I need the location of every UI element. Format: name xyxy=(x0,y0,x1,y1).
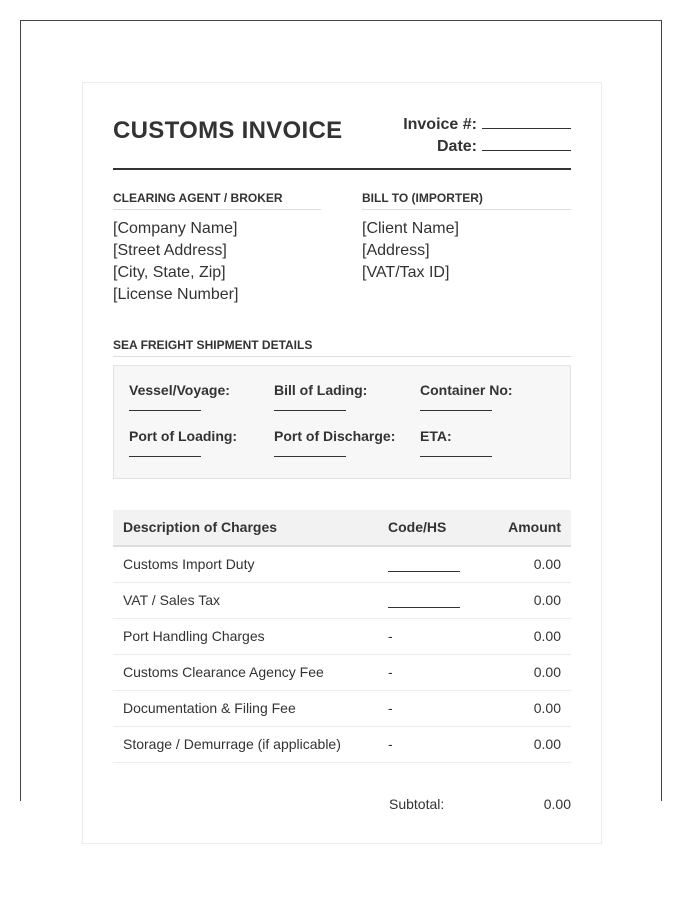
table-row xyxy=(113,619,571,655)
invoice-title: CUSTOMS INVOICE xyxy=(113,117,343,144)
row-code xyxy=(388,583,460,618)
freight-field-blank[interactable] xyxy=(420,410,492,411)
freight-field-label: Vessel/Voyage: xyxy=(129,382,230,398)
row-description: Documentation & Filing Fee xyxy=(123,700,296,716)
invoice-date-row xyxy=(403,136,571,158)
freight-field-label: Port of Discharge: xyxy=(274,428,396,444)
freight-field-port-loading xyxy=(129,428,269,457)
header-code: Code/HS xyxy=(388,519,447,535)
header-divider xyxy=(113,168,571,170)
table-row xyxy=(113,547,571,583)
subtotal-value: 0.00 xyxy=(543,796,571,812)
header-amount: Amount xyxy=(508,519,561,535)
row-description: VAT / Sales Tax xyxy=(123,592,221,608)
table-row xyxy=(113,655,571,691)
freight-field-port-discharge xyxy=(274,428,414,457)
subtotal-label: Subtotal: xyxy=(389,796,445,812)
bill-to-line: [Client Name] xyxy=(362,220,459,237)
invoice-date-label: Date: xyxy=(436,138,477,155)
row-code xyxy=(388,547,460,582)
freight-heading: SEA FREIGHT SHIPMENT DETAILS xyxy=(113,338,571,357)
row-code: - xyxy=(388,700,393,716)
freight-field-blank[interactable] xyxy=(129,410,201,411)
agent-line: [License Number] xyxy=(113,286,239,303)
bill-to-line: [VAT/Tax ID] xyxy=(362,264,450,281)
row-code: - xyxy=(388,628,393,644)
agent-line: [Street Address] xyxy=(113,242,227,259)
code-blank[interactable] xyxy=(388,571,460,572)
agent-heading: CLEARING AGENT / BROKER xyxy=(113,191,321,210)
row-amount: 0.00 xyxy=(533,592,561,608)
table-row xyxy=(113,727,571,763)
header-description: Description of Charges xyxy=(123,519,278,535)
row-amount: 0.00 xyxy=(533,700,561,716)
row-description: Storage / Demurrage (if applicable) xyxy=(123,736,341,752)
freight-details-box xyxy=(113,365,571,479)
freight-field-bill-of-lading xyxy=(274,382,414,411)
invoice-number-row xyxy=(403,114,571,136)
freight-field-blank[interactable] xyxy=(420,456,492,457)
bill-to-block xyxy=(362,191,571,284)
row-description: Customs Clearance Agency Fee xyxy=(123,664,324,680)
agent-block xyxy=(113,191,321,306)
bill-to-heading: BILL TO (IMPORTER) xyxy=(362,191,571,210)
freight-field-blank[interactable] xyxy=(129,456,201,457)
invoice-meta xyxy=(403,114,571,158)
invoice-date-blank[interactable] xyxy=(482,136,571,151)
table-row xyxy=(113,691,571,727)
charges-table-header xyxy=(113,510,571,547)
document-frame xyxy=(20,20,662,812)
freight-field-label: Bill of Lading: xyxy=(274,382,368,398)
row-description: Port Handling Charges xyxy=(123,628,265,644)
row-amount: 0.00 xyxy=(533,736,561,752)
code-blank[interactable] xyxy=(388,607,460,608)
row-amount: 0.00 xyxy=(533,628,561,644)
invoice-page xyxy=(82,82,602,844)
bill-to-address xyxy=(362,218,571,284)
invoice-number-label: Invoice #: xyxy=(403,116,477,133)
row-code: - xyxy=(388,664,393,680)
row-amount: 0.00 xyxy=(533,664,561,680)
freight-field-label: Port of Loading: xyxy=(129,428,238,444)
table-row xyxy=(113,583,571,619)
agent-line: [Company Name] xyxy=(113,220,238,237)
bill-to-line: [Address] xyxy=(362,242,430,259)
freight-field-blank[interactable] xyxy=(274,410,346,411)
invoice-number-blank[interactable] xyxy=(482,114,571,129)
subtotal-row xyxy=(389,796,571,812)
freight-field-label: ETA: xyxy=(420,428,452,444)
row-description: Customs Import Duty xyxy=(123,556,255,572)
freight-field-container xyxy=(420,382,560,411)
row-amount: 0.00 xyxy=(533,556,561,572)
freight-field-eta xyxy=(420,428,560,457)
freight-field-label: Container No: xyxy=(420,382,513,398)
freight-field-blank[interactable] xyxy=(274,456,346,457)
freight-field-vessel xyxy=(129,382,269,411)
agent-line: [City, State, Zip] xyxy=(113,264,226,281)
agent-address xyxy=(113,218,321,306)
charges-table xyxy=(113,510,571,763)
row-code: - xyxy=(388,736,393,752)
